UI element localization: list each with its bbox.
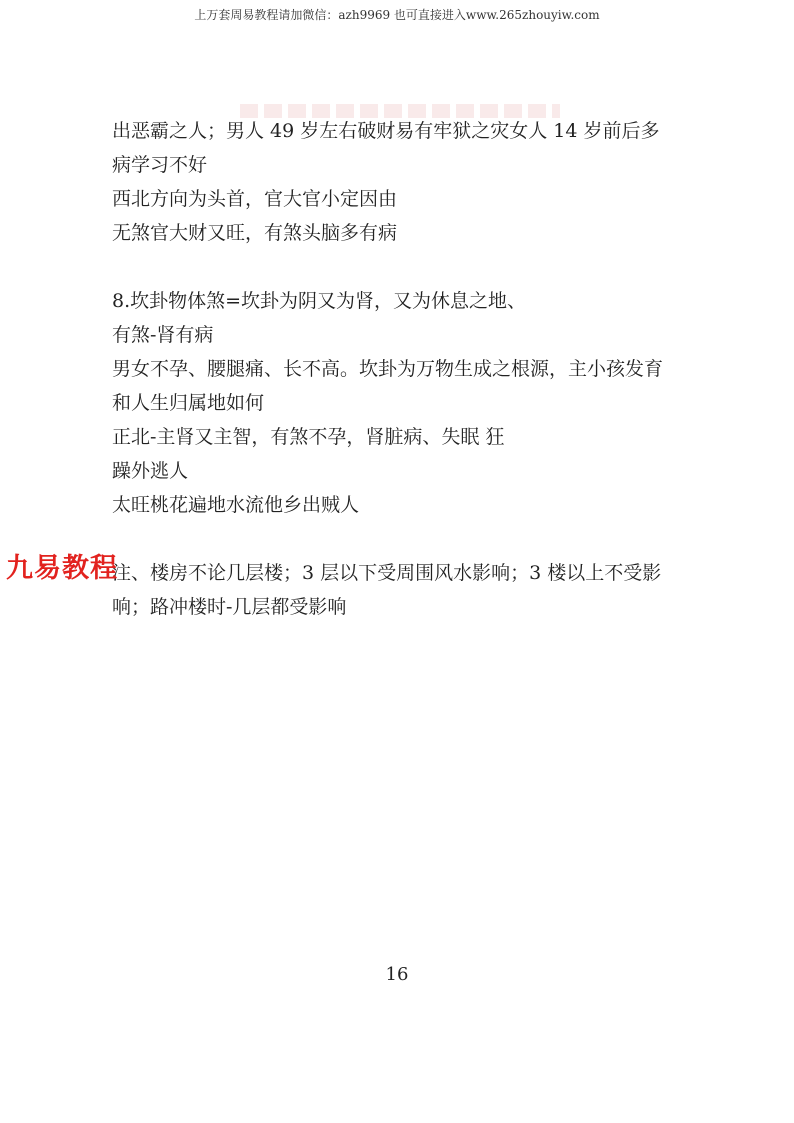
text-line: 无煞官大财又旺，有煞头脑多有病 [112,222,398,244]
text-line: 正北-主肾又主智，有煞不孕，肾脏病、失眠 狂 [112,426,505,448]
text-line: 注、楼房不论几层楼；3 层以下受周围风水影响；3 楼以上不受影 [112,562,662,584]
text-line: 和人生归属地如何 [112,392,265,414]
text-line: 病学习不好 [112,154,208,176]
paragraph-gap [112,522,712,556]
watermark-logo: 九易教程 [6,553,118,584]
text-line: 出恶霸之人；男人 49 岁左右破财易有牢狱之灾女人 14 岁前后多 [112,120,660,142]
page-number: 16 [385,964,409,985]
page-header: 上万套周易教程请加微信：azh9969 也可直接进入www.265zhouyiw.com [194,8,600,22]
text-line: 有煞-肾有病 [112,324,214,346]
text-line: 响；路冲楼时-几层都受影响 [112,596,347,618]
text-line: 男女不孕、腰腿痛、长不高。坎卦为万物生成之根源，主小孩发育 [112,358,664,380]
text-line: 躁外逃人 [112,460,189,482]
text-line: 太旺桃花遍地水流他乡出贼人 [112,494,360,516]
document-body [112,114,712,624]
text-line: 8.坎卦物体煞=坎卦为阴又为肾，又为休息之地、 [112,290,527,312]
text-line: 西北方向为头首，官大官小定因由 [112,188,398,210]
paragraph-gap [112,250,712,284]
